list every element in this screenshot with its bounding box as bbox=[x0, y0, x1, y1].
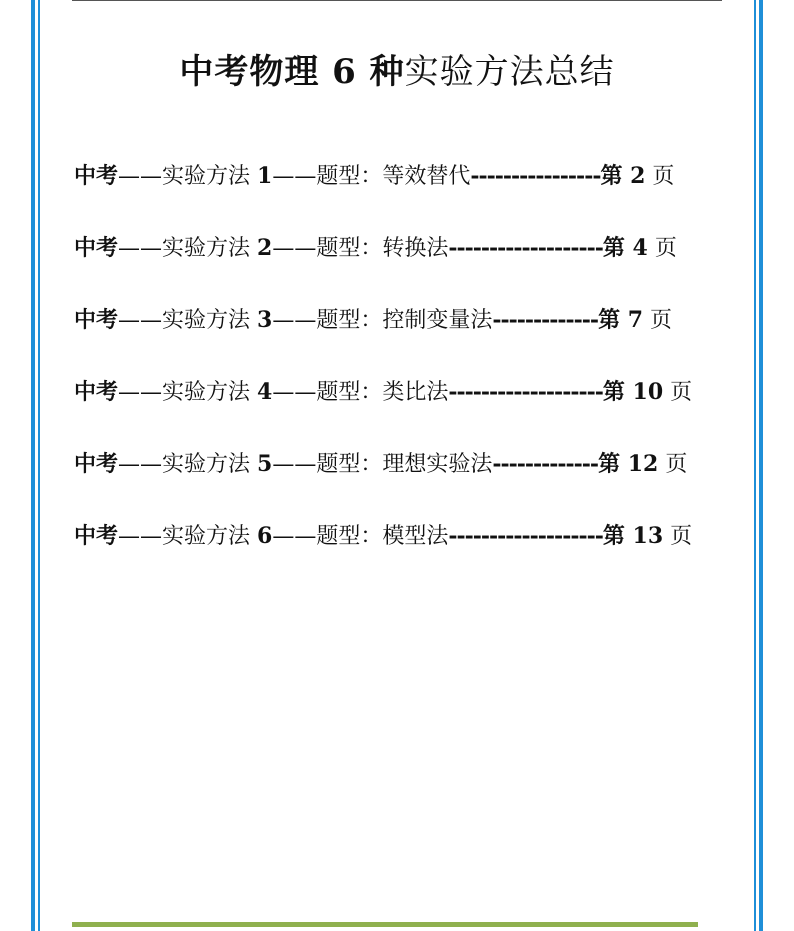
toc-page-suffix: 页 bbox=[643, 308, 673, 333]
toc-page-prefix: 第 bbox=[602, 379, 633, 405]
toc-leader: ------------------- bbox=[448, 523, 603, 549]
toc-page-suffix: 页 bbox=[663, 524, 693, 549]
toc-prefix: 中考 bbox=[74, 451, 119, 477]
toc-item-1[interactable] bbox=[74, 158, 724, 194]
toc-method-number: 2 bbox=[257, 235, 273, 261]
page-border-right-outer bbox=[759, 0, 763, 931]
toc-type-label: ——题型： bbox=[272, 452, 383, 477]
toc-method-number: 3 bbox=[257, 307, 273, 333]
toc-page-number: 4 bbox=[632, 235, 648, 261]
toc-page-suffix: 页 bbox=[658, 452, 688, 477]
toc-leader: ------------- bbox=[492, 307, 599, 333]
bottom-rule bbox=[72, 922, 698, 927]
toc-page-prefix: 第 bbox=[600, 163, 631, 189]
toc-method-number: 1 bbox=[257, 163, 273, 189]
toc-leader: ------------------- bbox=[448, 379, 603, 405]
toc-topic: 类比法 bbox=[382, 380, 449, 405]
toc-type-label: ——题型： bbox=[272, 524, 383, 549]
toc-prefix: 中考 bbox=[74, 523, 119, 549]
page-border-right-inner bbox=[754, 0, 756, 931]
toc-type-label: ——题型： bbox=[272, 236, 383, 261]
toc-page-number: 2 bbox=[630, 163, 646, 189]
toc-topic: 等效替代 bbox=[382, 164, 471, 189]
toc-page-suffix: 页 bbox=[645, 164, 675, 189]
toc-topic: 理想实验法 bbox=[382, 452, 493, 477]
toc-page-prefix: 第 bbox=[602, 523, 633, 549]
toc-page-number: 10 bbox=[632, 379, 664, 405]
page-title bbox=[0, 44, 794, 93]
toc-page-prefix: 第 bbox=[598, 451, 628, 477]
toc-item-3[interactable] bbox=[74, 302, 724, 338]
toc-method-label: ——实验方法 bbox=[118, 308, 258, 333]
toc-prefix: 中考 bbox=[74, 307, 119, 333]
toc-type-label: ——题型： bbox=[272, 308, 383, 333]
toc-type-label: ——题型： bbox=[272, 380, 383, 405]
page-border-left-outer bbox=[31, 0, 35, 931]
toc-leader: ------------------- bbox=[448, 235, 603, 261]
toc-page-prefix: 第 bbox=[598, 307, 628, 333]
toc-type-label: ——题型： bbox=[272, 164, 383, 189]
page-border-left-inner bbox=[38, 0, 40, 931]
toc-method-label: ——实验方法 bbox=[118, 380, 258, 405]
toc-item-6[interactable] bbox=[74, 518, 724, 554]
toc-page-number: 12 bbox=[627, 451, 659, 477]
toc-method-label: ——实验方法 bbox=[118, 164, 258, 189]
toc-method-number: 6 bbox=[257, 523, 273, 549]
toc-method-label: ——实验方法 bbox=[118, 524, 258, 549]
toc-method-label: ——实验方法 bbox=[118, 236, 258, 261]
toc-leader: ---------------- bbox=[470, 163, 601, 189]
toc-prefix: 中考 bbox=[74, 235, 119, 261]
toc-method-number: 5 bbox=[257, 451, 273, 477]
toc-page-number: 7 bbox=[627, 307, 644, 333]
top-rule bbox=[72, 0, 722, 1]
toc-item-4[interactable] bbox=[74, 374, 724, 410]
toc-leader: ------------- bbox=[492, 451, 599, 477]
toc-item-2[interactable] bbox=[74, 230, 724, 266]
toc-topic: 控制变量法 bbox=[382, 308, 493, 333]
toc-method-label: ——实验方法 bbox=[118, 452, 258, 477]
toc-topic: 模型法 bbox=[382, 524, 449, 549]
toc-page-suffix: 页 bbox=[663, 380, 693, 405]
toc-prefix: 中考 bbox=[74, 163, 119, 189]
page-title-bold: 中考物理 6 种 bbox=[179, 52, 405, 92]
toc-method-number: 4 bbox=[257, 379, 273, 405]
toc-item-5[interactable] bbox=[74, 446, 724, 482]
toc-page-number: 13 bbox=[632, 523, 664, 549]
toc-topic: 转换法 bbox=[382, 236, 449, 261]
toc-page-prefix: 第 bbox=[602, 235, 633, 261]
toc-prefix: 中考 bbox=[74, 379, 119, 405]
table-of-contents bbox=[74, 158, 724, 590]
page-title-rest: 实验方法总结 bbox=[404, 52, 615, 92]
toc-page-suffix: 页 bbox=[647, 236, 677, 261]
